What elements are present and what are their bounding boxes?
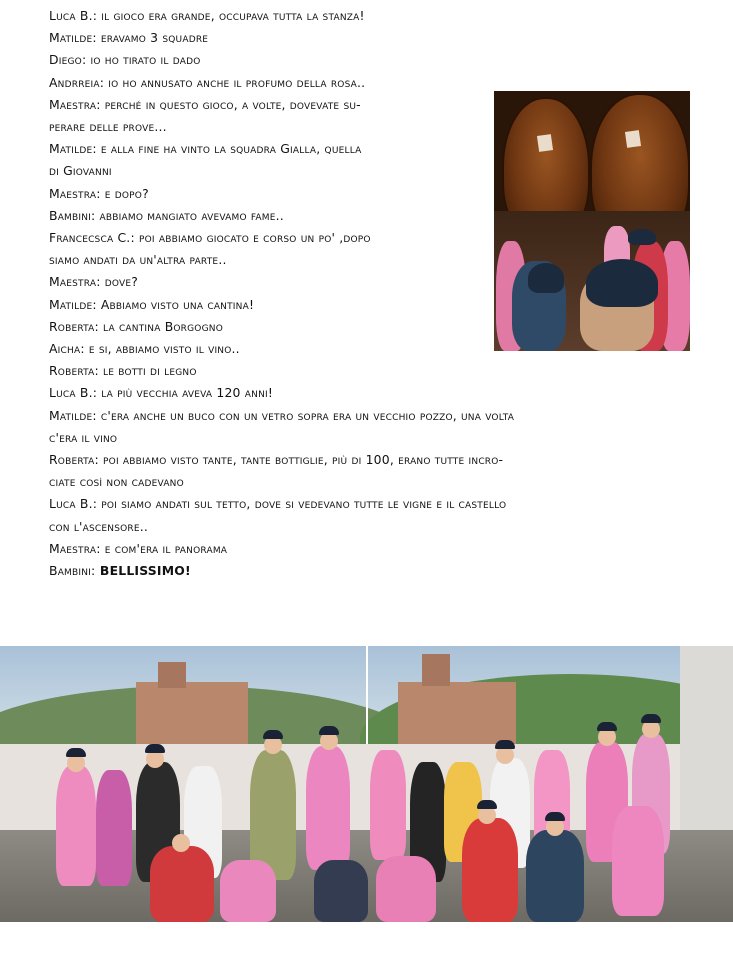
dialogue-line: Matilde: Abbiamo visto una cantina!: [49, 296, 255, 312]
dialogue-line: Matilde: e alla fine ha vinto la squadra Gialla, quella: [49, 141, 362, 157]
building-pillar: [680, 646, 733, 856]
dialogue-line: Diego: io ho tirato il dado: [49, 52, 201, 68]
child-figure: [376, 856, 436, 922]
cap-shape: [319, 726, 339, 735]
dialogue-line: Roberta: la cantina Borgogno: [49, 318, 223, 334]
dialogue-line: con l'ascensore..: [49, 518, 149, 534]
dialogue-line: ciate così non cadevano: [49, 474, 184, 490]
dialogue-line: c'era il vino: [49, 429, 118, 445]
dialogue-line: Matilde: eravamo 3 squadre: [49, 30, 209, 46]
dialogue-line: Aicha: e si, abbiamo visto il vino..: [49, 341, 240, 357]
castle-shape: [136, 682, 248, 746]
dialogue-line: Matilde: c'era anche un buco con un vetro sopra era un vecchio pozzo, una volta: [49, 407, 515, 423]
dialogue-line: Maestra: perché in questo gioco, a volte, dovevate su-: [49, 96, 361, 112]
dialogue-line: Bambini: BELLISSIMO!: [49, 563, 191, 579]
cap-shape: [545, 812, 565, 821]
cap-shape: [628, 229, 656, 245]
cap-shape: [528, 263, 564, 293]
child-figure: [306, 746, 350, 870]
dialogue-line: Maestra: dove?: [49, 274, 138, 290]
cap-shape: [495, 740, 515, 749]
child-figure: [220, 860, 276, 922]
child-figure: [462, 818, 518, 922]
dialogue-line: Maestra: e dopo?: [49, 185, 149, 201]
wine-cellar-photo: [494, 91, 690, 351]
dialogue-line: Luca B.: la più vecchia aveva 120 anni!: [49, 385, 274, 401]
child-figure: [96, 770, 132, 886]
dialogue-line: Andrreia: io ho annusato anche il profumo della rosa..: [49, 74, 366, 90]
dialogue-line: Luca B.: poi siamo andati sul tetto, dove si vedevano tutte le vigne e il castello: [49, 496, 507, 512]
cap-shape: [477, 800, 497, 809]
cap-shape: [66, 748, 86, 757]
child-figure: [526, 830, 584, 922]
barrel-tag: [537, 134, 553, 152]
barrel-tag: [625, 130, 641, 148]
cap-shape: [597, 722, 617, 731]
dialogue-line: Roberta: poi abbiamo visto tante, tante bottiglie, più di 100, erano tutte incro-: [49, 452, 504, 468]
dialogue-line: Luca B.: il gioco era grande, occupava tutta la stanza!: [49, 8, 365, 23]
dialogue-line: Bambini: abbiamo mangiato avevamo fame..: [49, 207, 284, 223]
child-figure: [612, 806, 664, 916]
dialogue-line: Roberta: le botti di legno: [49, 363, 197, 379]
cap-shape: [263, 730, 283, 739]
dialogue-line: siamo andati da un'altra parte..: [49, 252, 227, 268]
cap-shape: [641, 714, 661, 723]
dialogue-line: Maestra: e com'era il panorama: [49, 540, 228, 556]
castle-tower: [422, 654, 450, 686]
child-figure: [314, 860, 368, 922]
child-figure: [370, 750, 406, 860]
dialogue-line: Francecsca C.: poi abbiamo giocato e corso un po' ,dopo: [49, 230, 371, 246]
terrace-group-photo: [0, 646, 733, 922]
cap-shape: [586, 259, 658, 307]
dialogue-line: perare delle prove...: [49, 119, 167, 135]
cap-shape: [145, 744, 165, 753]
dialogue-line: di Giovanni: [49, 163, 112, 179]
castle-tower: [158, 662, 186, 688]
child-figure: [56, 766, 96, 886]
castle-shape: [398, 682, 516, 746]
child-figure: [150, 846, 214, 922]
child-head: [172, 834, 190, 852]
